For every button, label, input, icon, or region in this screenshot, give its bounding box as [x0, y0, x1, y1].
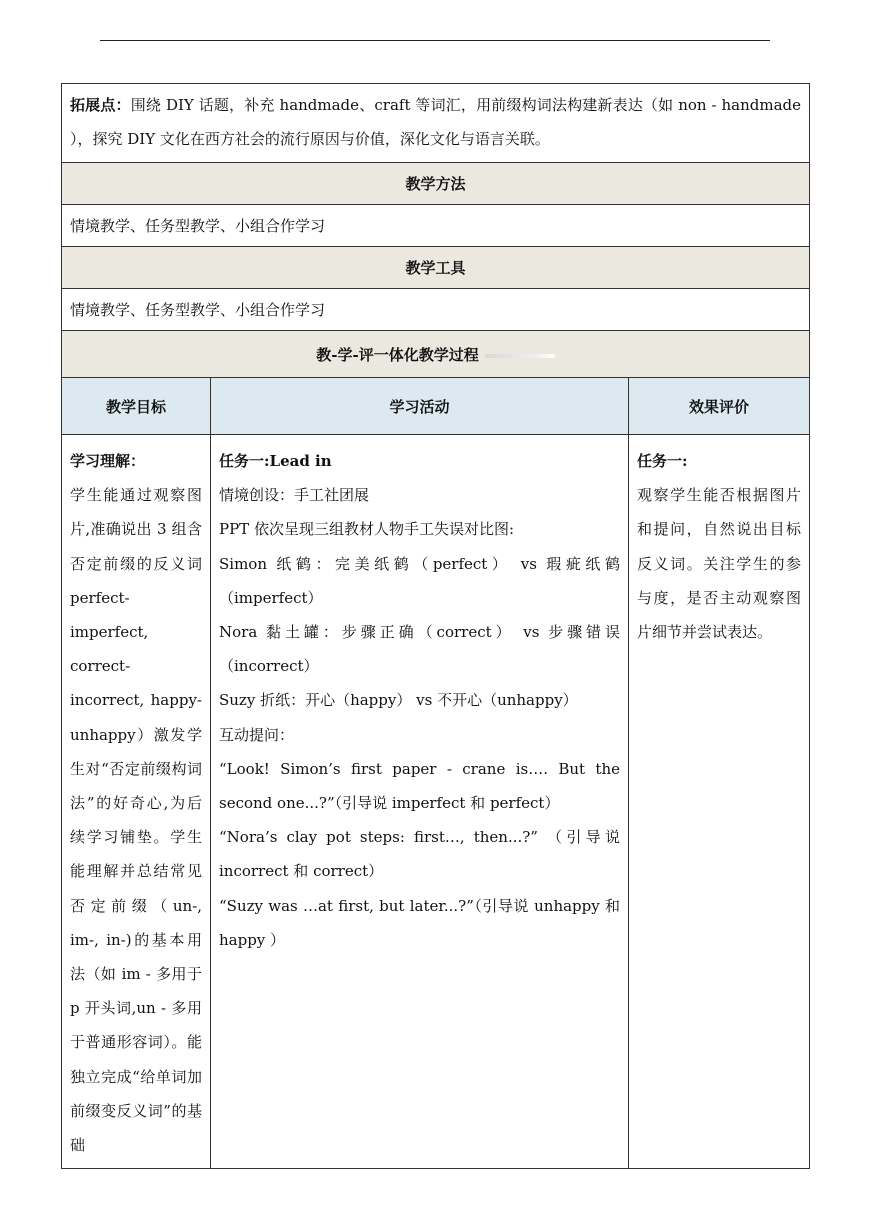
- activity-line: Suzy 折纸：开心（happy） vs 不开心（unhappy）: [219, 691, 578, 710]
- column-header-objective: 教学目标: [62, 378, 211, 435]
- activity-line: “Look! Simon’s first paper - crane is…. But the second one...?”（引导说 imperfect 和 perfect）: [219, 759, 620, 813]
- objective-cell: [62, 435, 211, 1169]
- expand-text: 围绕 DIY 话题，补充 handmade、craft 等词汇，用前缀构词法构建新表达（如 non - handmade ），探究 DIY 文化在西方社会的流行原因与价值，深化文化与语言关联。: [70, 96, 802, 148]
- lesson-plan-table: [61, 83, 810, 1169]
- activity-line: “Nora’s clay pot steps: first…, then...?” （引导说 incorrect 和 correct）: [219, 828, 620, 881]
- methods-content: 情境教学、任务型教学、小组合作学习: [62, 205, 810, 247]
- evaluation-cell: [629, 435, 810, 1169]
- evaluation-text: 观察学生能否根据图片和提问，自然说出目标反义词。关注学生的参与度，是否主动观察图片细节并尝试表达。: [637, 486, 802, 642]
- activity-line: Simon 纸鹤：完美纸鹤（perfect） vs 瑕疵纸鹤（imperfect）: [219, 554, 620, 607]
- objective-text: 学生能通过观察图片,准确说出 3 组含否定前缀的反义词 perfect-imperfect, correct-incorrect, happy-unhappy）激发学生对“否定前缀构词法”的好奇心,为后续学习铺垫。学生能理解并总结常见否定前缀（un-, im-, in-)的基本用法（如 im - 多用于 p 开头词,un - 多用于普通形容词）。能独立完成“给单词加前缀变反义词”的基础: [70, 486, 202, 1155]
- column-header-activity: 学习活动: [211, 378, 629, 435]
- expand-cell: [62, 84, 810, 163]
- faint-mark: [485, 354, 555, 358]
- process-heading-row: [62, 331, 810, 378]
- methods-heading-row: [62, 163, 810, 205]
- expand-label: 拓展点：: [70, 96, 131, 114]
- process-heading: 教-学-评一体化教学过程: [316, 345, 479, 364]
- column-header-row: [62, 378, 810, 435]
- tools-heading: 教学工具: [62, 247, 810, 289]
- activity-line: “Suzy was …at first, but later...?”（引导说 unhappy 和 happy ）: [219, 896, 620, 949]
- process-body-row: [62, 435, 810, 1169]
- tools-content-row: [62, 289, 810, 331]
- header-rule: [100, 40, 770, 41]
- methods-heading: 教学方法: [62, 163, 810, 205]
- activity-title: 任务一:Lead in: [219, 452, 332, 470]
- process-heading-cell: [62, 331, 810, 378]
- activity-cell: [211, 435, 629, 1169]
- methods-content-row: [62, 205, 810, 247]
- activity-line: PPT 依次呈现三组教材人物手工失误对比图:: [219, 520, 515, 539]
- tools-content: 情境教学、任务型教学、小组合作学习: [62, 289, 810, 331]
- evaluation-title: 任务一:: [637, 452, 688, 470]
- tools-heading-row: [62, 247, 810, 289]
- activity-line: 互动提问：: [219, 725, 295, 744]
- activity-line: Nora 黏土罐：步骤正确（correct） vs 步骤错误（incorrect）: [219, 623, 620, 676]
- expand-row: [62, 84, 810, 163]
- column-header-evaluation: 效果评价: [629, 378, 810, 435]
- activity-line: 情境创设：手工社团展: [219, 486, 370, 505]
- objective-title: 学习理解：: [70, 452, 146, 470]
